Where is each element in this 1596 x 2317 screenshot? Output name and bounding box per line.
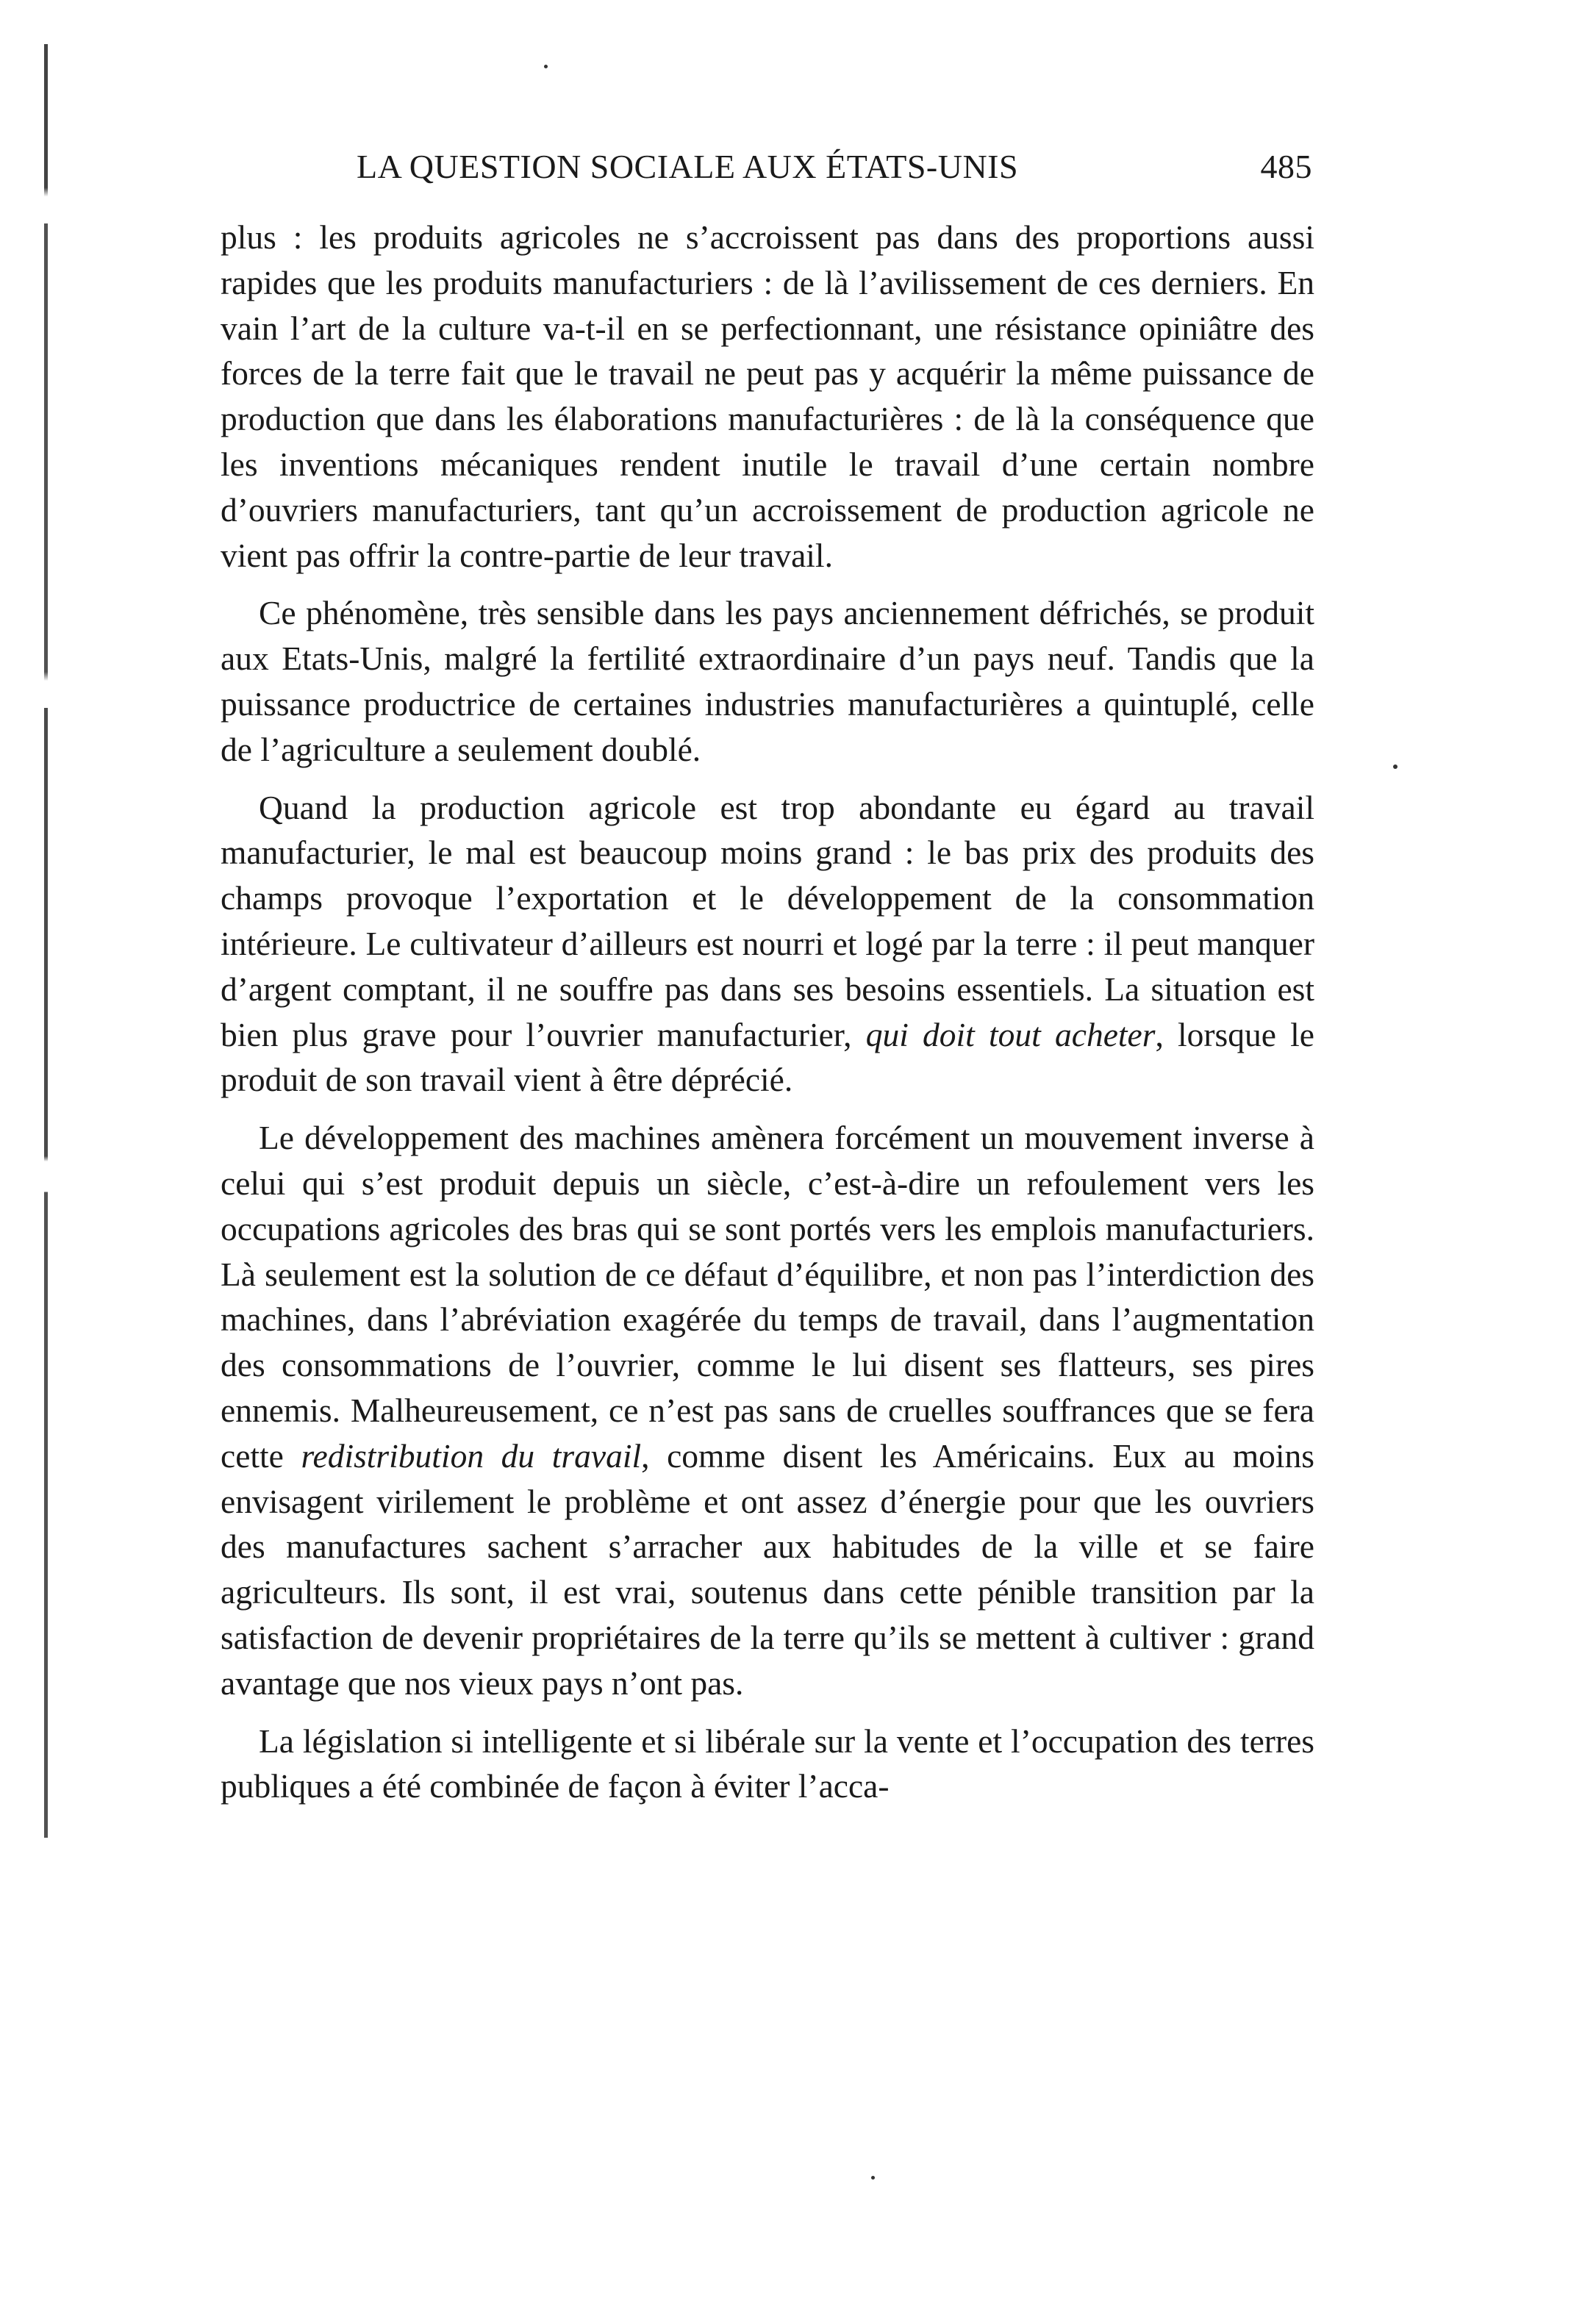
paragraph-5: La législation si intelligente et si libérale sur la vente et l’occupation des terres publiques a été combinée de façon à éviter l’acca-: [221, 1722, 1314, 1805]
paragraph-3-text-before: Quand la production agricole est trop abondante eu égard au travail manufacturier, le mal est beaucoup moins grand : le bas prix des produits des champs provoque l’exportation et le développement de la consommation intérieure. Le cultivateur d’ailleurs est nourri et logé par la terre : il peut manquer d’argent comptant, il ne souffre pas dans ses besoins essentiels. La situation est bien plus grave pour l’ouvrier manufacturier,: [221, 788, 1314, 1053]
paragraph-1: plus : les produits agricoles ne s’accroissent pas dans des proportions aussi rapides que les produits manufacturiers : de là l’avilissement de ces derniers. En vain l’art de la culture va-t-il en se perfectionnant, une résistance opiniâtre des forces de la terre fait que le travail ne peut pas y acquérir la même puissance de production que dans les élaborations manufacturières : de là la conséquence que les inventions mécaniques rendent inutile le travail d’une certain nombre d’ouvriers manufacturiers, tant qu’un accroissement de production agricole ne vient pas offrir la contre-partie de leur travail.: [221, 218, 1314, 574]
scan-margin-edge: [44, 44, 48, 1838]
page-number: 485: [1260, 148, 1312, 185]
paragraph-4-text-before: Le développement des machines amènera forcément un mouvement inverse à celui qui s’est produit depuis un siècle, c’est-à-dire un refoulement vers les occupations agricoles des bras qui se sont portés vers les emplois manufacturiers. Là seulement est la solution de ce défaut d’équilibre, et non pas l’interdiction des machines, dans l’abréviation exagérée du temps de travail, dans l’augmentation des consommations de l’ouvrier, comme le lui disent ses flatteurs, ses pires ennemis. Malheureusement, ce n’est pas sans de cruelles souffrances que se fera cette: [221, 1119, 1314, 1475]
body-text: [221, 215, 1314, 1822]
paragraph-3-italic: qui doit tout acheter: [865, 1015, 1156, 1053]
scan-speck: [1393, 764, 1398, 769]
paragraph-4-italic: redistribution du travail: [301, 1436, 642, 1475]
paragraph-3: [221, 785, 1314, 1103]
page-header: [357, 147, 1312, 198]
paragraph-3-text-after: , lorsque le produit de son travail vient à être déprécié.: [221, 1015, 1314, 1099]
paragraph-4-text-after: , comme disent les Américains. Eux au moins envisagent virilement le problème et ont assez d’énergie pour que les ouvriers des manufactures sachent s’arracher aux habitudes de la ville et se faire agriculteurs. Ils sont, il est vrai, soutenus dans cette pénible transition par la satisfaction de devenir propriétaires de la terre qu’ils se mettent à cultiver : grand avantage que nos vieux pays n’ont pas.: [221, 1436, 1314, 1702]
running-title: LA QUESTION SOCIALE AUX ÉTATS-UNIS: [357, 148, 1019, 185]
paragraph-4: [221, 1115, 1314, 1705]
paragraph-2: Ce phénomène, très sensible dans les pays anciennement défrichés, se produit aux Etats-Unis, malgré la fertilité extraordinaire d’un pays neuf. Tandis que la puissance productrice de certaines industries manufacturières a quintuplé, celle de l’agriculture a seulement doublé.: [221, 594, 1314, 768]
scan-speck: [544, 65, 548, 68]
scan-speck: [871, 2176, 875, 2180]
